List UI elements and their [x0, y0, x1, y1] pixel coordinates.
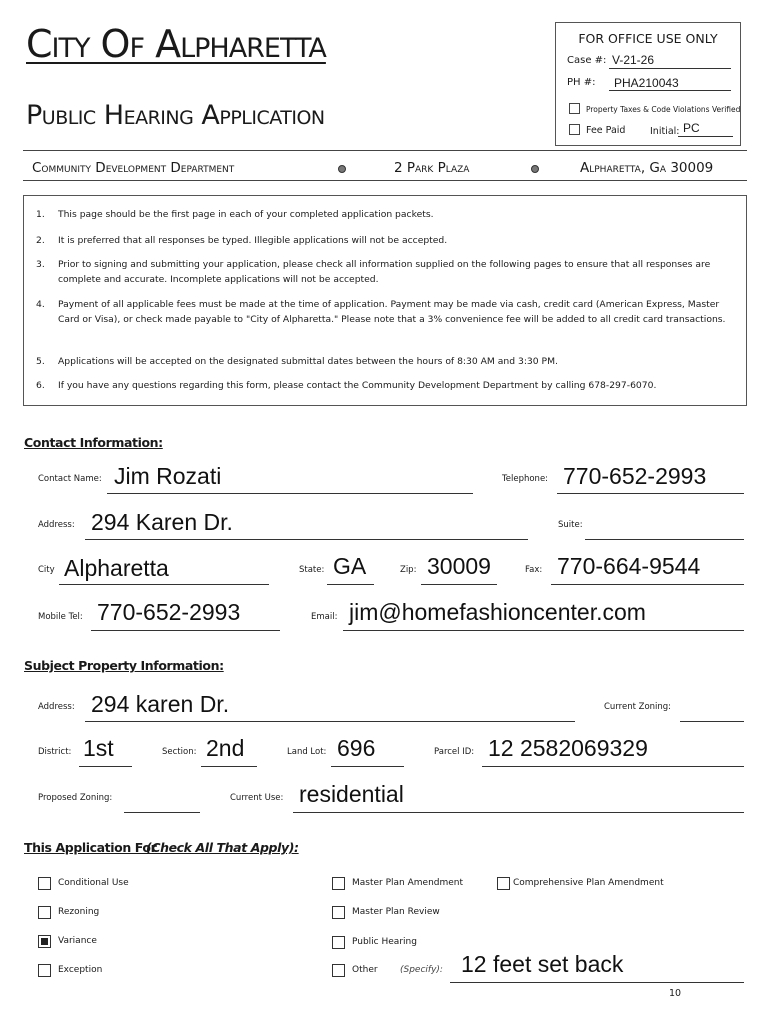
telephone-label: Telephone: [502, 474, 549, 484]
instruction-number: 1. [36, 209, 45, 220]
mobile-value[interactable]: 770-652-2993 [97, 599, 241, 625]
fee-paid-checkbox[interactable] [569, 124, 580, 135]
current-use-value[interactable]: residential [299, 781, 404, 807]
master-plan-amendment-checkbox[interactable] [332, 877, 345, 890]
address-value[interactable]: 294 Karen Dr. [91, 509, 233, 535]
city-title: City Of Alpharetta [26, 22, 326, 66]
exception-label: Exception [58, 965, 103, 975]
ph-line [609, 90, 731, 91]
telephone-line [557, 493, 744, 494]
instruction-text: It is preferred that all responses be typed. Illegible applications will not be accepted. [58, 235, 448, 246]
page-number: 10 [669, 988, 682, 999]
bullet-icon [338, 165, 346, 173]
fee-paid-label: Fee Paid [586, 125, 626, 136]
master-plan-review-checkbox[interactable] [332, 906, 345, 919]
public-hearing-checkbox[interactable] [332, 936, 345, 949]
city-value[interactable]: Alpharetta [64, 555, 169, 581]
variance-checkbox[interactable] [38, 935, 51, 948]
rezoning-checkbox[interactable] [38, 906, 51, 919]
current-use-line [293, 812, 744, 813]
state-label: State: [299, 565, 325, 575]
master-plan-review-label: Master Plan Review [352, 907, 440, 917]
land-lot-label: Land Lot: [287, 747, 327, 757]
email-value[interactable]: jim@homefashioncenter.com [349, 599, 646, 625]
office-use-heading: FOR OFFICE USE ONLY [578, 31, 718, 46]
email-label: Email: [311, 612, 338, 622]
application-heading: This Application For [24, 840, 157, 855]
current-use-label: Current Use: [230, 793, 284, 803]
conditional-use-label: Conditional Use [58, 878, 129, 888]
property-heading: Subject Property Information: [24, 658, 224, 673]
property-address-label: Address: [38, 702, 75, 712]
case-value: V-21-26 [612, 53, 655, 67]
proposed-zoning-line [124, 812, 200, 813]
ph-label: PH #: [567, 77, 596, 88]
instruction-text: Prior to signing and submitting your application, please check all information supplied on the following pages to ensure that all responses are complete and accurate. Incomplete applications will not be accepted. [58, 259, 711, 285]
comprehensive-plan-amendment-label: Comprehensive Plan Amendment [513, 878, 664, 888]
zip-line [421, 584, 497, 585]
case-line [609, 68, 731, 69]
instruction-text: If you have any questions regarding this form, please contact the Community Development Department by calling 678-297-6070. [58, 380, 657, 391]
dept-street: 2 Park Plaza [394, 160, 470, 176]
fax-label: Fax: [525, 565, 543, 575]
suite-label: Suite: [558, 520, 583, 530]
rezoning-label: Rezoning [58, 907, 100, 917]
conditional-use-checkbox[interactable] [38, 877, 51, 890]
other-checkbox[interactable] [332, 964, 345, 977]
fax-value[interactable]: 770-664-9544 [557, 553, 701, 579]
zip-label: Zip: [400, 565, 417, 575]
exception-checkbox[interactable] [38, 964, 51, 977]
instructions-box [23, 195, 747, 406]
property-address-line [85, 721, 575, 722]
section-value[interactable]: 2nd [206, 735, 245, 761]
current-zoning-line [680, 721, 744, 722]
parcel-id-line [482, 766, 744, 767]
dept-city: Alpharetta, Ga 30009 [580, 160, 714, 176]
current-zoning-label: Current Zoning: [604, 702, 672, 712]
telephone-value[interactable]: 770-652-2993 [563, 463, 707, 489]
instruction-number: 5. [36, 356, 45, 367]
form-title: Public Hearing Application [26, 100, 325, 131]
land-lot-line [331, 766, 404, 767]
initial-label: Initial: [650, 126, 680, 137]
public-hearing-label: Public Hearing [352, 937, 417, 947]
instruction-text: Applications will be accepted on the designated submittal dates between the hours of 8:30 AM and 3:30 PM. [58, 356, 558, 367]
specify-label: (Specify): [400, 965, 443, 975]
city-line [59, 584, 269, 585]
district-line [79, 766, 132, 767]
application-heading-note: (Check All That Apply): [146, 840, 299, 855]
parcel-id-label: Parcel ID: [434, 747, 475, 757]
proposed-zoning-label: Proposed Zoning: [38, 793, 113, 803]
instruction-text: This page should be the first page in each of your completed application packets. [58, 209, 434, 220]
land-lot-value[interactable]: 696 [337, 735, 376, 761]
dept-bottom-rule [23, 180, 747, 181]
master-plan-amendment-label: Master Plan Amendment [352, 878, 464, 888]
zip-value[interactable]: 30009 [427, 553, 491, 579]
city-label: City [38, 565, 55, 575]
instruction-number: 3. [36, 259, 45, 270]
mobile-label: Mobile Tel: [38, 612, 83, 622]
property-address-value[interactable]: 294 karen Dr. [91, 691, 230, 717]
state-line [327, 584, 374, 585]
mobile-line [91, 630, 280, 631]
specify-value[interactable]: 12 feet set back [461, 951, 624, 977]
instruction-number: 2. [36, 235, 45, 246]
district-label: District: [38, 747, 72, 757]
fax-line [551, 584, 744, 585]
contact-heading: Contact Information: [24, 435, 163, 450]
case-label: Case #: [567, 55, 607, 66]
section-label: Section: [162, 747, 197, 757]
suite-line [585, 539, 744, 540]
section-line [201, 766, 257, 767]
taxes-verified-checkbox[interactable] [569, 103, 580, 114]
bullet-icon [531, 165, 539, 173]
contact-name-line [107, 493, 473, 494]
specify-line [450, 982, 744, 983]
initial-line [678, 136, 733, 137]
district-value[interactable]: 1st [83, 735, 114, 761]
state-value[interactable]: GA [333, 553, 367, 579]
instruction-number: 4. [36, 299, 45, 310]
instruction-number: 6. [36, 380, 45, 391]
address-label: Address: [38, 520, 75, 530]
ph-value: PHA210043 [614, 76, 679, 90]
taxes-verified-label: Property Taxes & Code Violations Verified [586, 105, 741, 114]
other-label: Other [352, 965, 378, 975]
dept-top-rule [23, 150, 747, 151]
variance-label: Variance [58, 936, 97, 946]
contact-name-value[interactable]: Jim Rozati [114, 463, 222, 489]
contact-name-label: Contact Name: [38, 474, 102, 484]
initial-value: PC [683, 121, 700, 135]
parcel-id-value[interactable]: 12 2582069329 [488, 735, 648, 761]
address-line [85, 539, 528, 540]
comprehensive-plan-amendment-checkbox[interactable] [497, 877, 510, 890]
instruction-text: Payment of all applicable fees must be made at the time of application. Payment may be made via cash, credit card (American Express, Master Card or Visa), or check made payable to "City of Alpharetta." Please note that a 3% convenience fee will be added to all credit card transactions. [58, 299, 726, 325]
office-use-box [555, 22, 741, 146]
dept-name: Community Development Department [32, 160, 235, 176]
email-line [343, 630, 744, 631]
